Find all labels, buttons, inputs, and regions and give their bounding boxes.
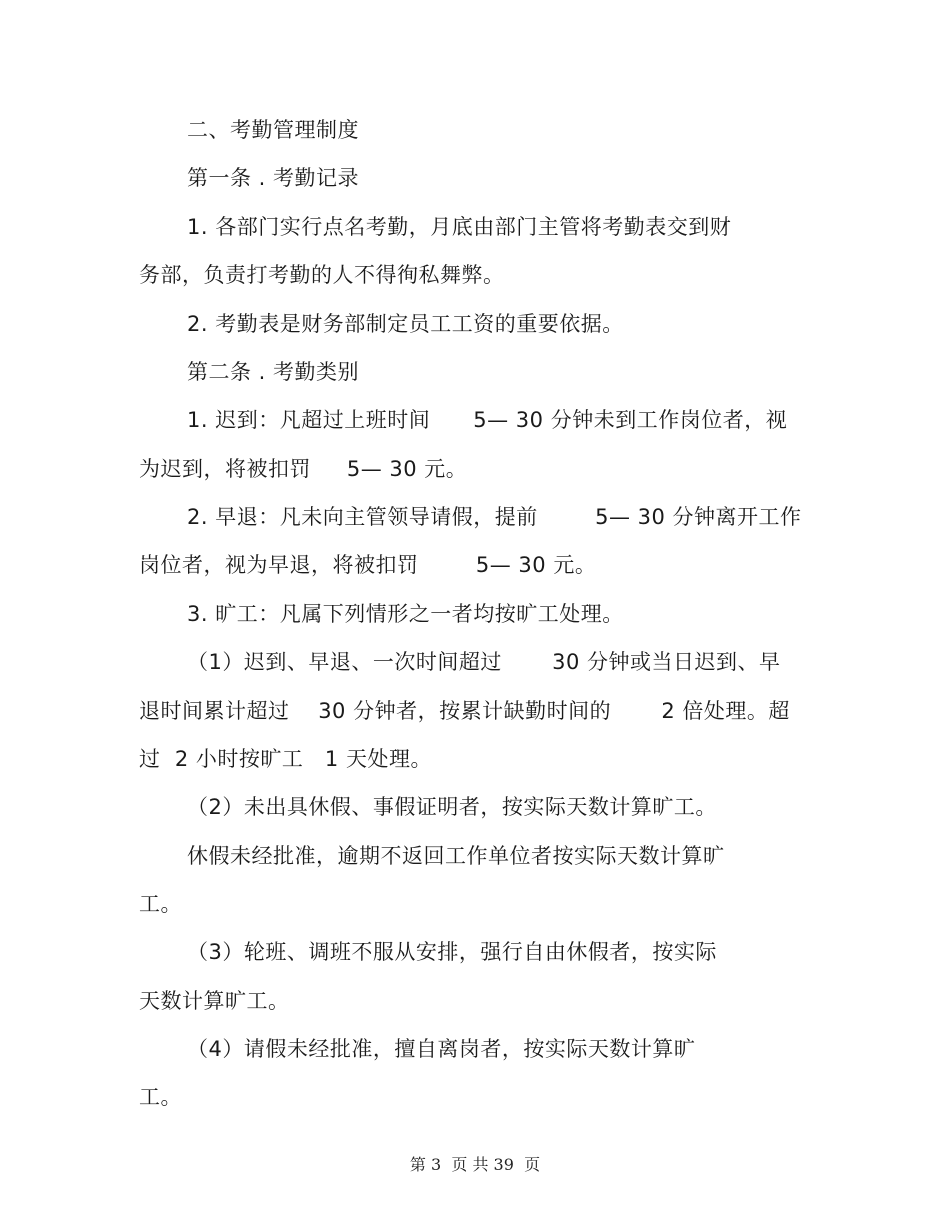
sub-item-1-line-1: （1）迟到、早退、一次时间超过 30 分钟或当日迟到、早	[187, 650, 781, 674]
article-2-title: 第二条 . 考勤类别	[187, 360, 360, 384]
section-heading: 二、考勤管理制度	[187, 118, 359, 142]
article-1-title: 第一条 . 考勤记录	[187, 166, 360, 190]
article-2-item-1-line-1: 1. 迟到：凡超过上班时间 5— 30 分钟未到工作岗位者，视	[187, 408, 788, 432]
article-1-item-1-line-1: 1. 各部门实行点名考勤，月底由部门主管将考勤表交到财	[187, 215, 732, 239]
sub-item-1-line-3: 过 2 小时按旷工 1 天处理。	[139, 747, 432, 771]
sub-item-1-line-2: 退时间累计超过 30 分钟者，按累计缺勤时间的 2 倍处理。超	[139, 699, 790, 723]
sub-item-2-continuation-line-1: 休假未经批准，逾期不返回工作单位者按实际天数计算旷	[187, 844, 725, 868]
article-1-item-2: 2. 考勤表是财务部制定员工工资的重要依据。	[187, 312, 624, 336]
article-2-item-2-line-2: 岗位者，视为早退，将被扣罚 5— 30 元。	[139, 553, 597, 577]
article-1-item-1-line-2: 务部，负责打考勤的人不得徇私舞弊。	[139, 263, 505, 287]
article-2-item-3: 3. 旷工：凡属下列情形之一者均按旷工处理。	[187, 602, 624, 626]
sub-item-3-line-2: 天数计算旷工。	[139, 989, 290, 1013]
sub-item-3-line-1: （3）轮班、调班不服从安排，强行自由休假者，按实际	[187, 940, 717, 964]
article-2-item-2-line-1: 2. 早退：凡未向主管领导请假，提前 5— 30 分钟离开工作	[187, 505, 802, 529]
article-2-item-1-line-2: 为迟到，将被扣罚 5— 30 元。	[139, 457, 468, 481]
sub-item-2: （2）未出具休假、事假证明者，按实际天数计算旷工。	[187, 795, 717, 819]
sub-item-4-line-1: （4）请假未经批准，擅自离岗者，按实际天数计算旷	[187, 1037, 696, 1061]
page-number-footer: 第 3 页 共 39 页	[409, 1155, 541, 1174]
sub-item-4-line-2: 工。	[139, 1085, 182, 1109]
sub-item-2-continuation-line-2: 工。	[139, 892, 182, 916]
